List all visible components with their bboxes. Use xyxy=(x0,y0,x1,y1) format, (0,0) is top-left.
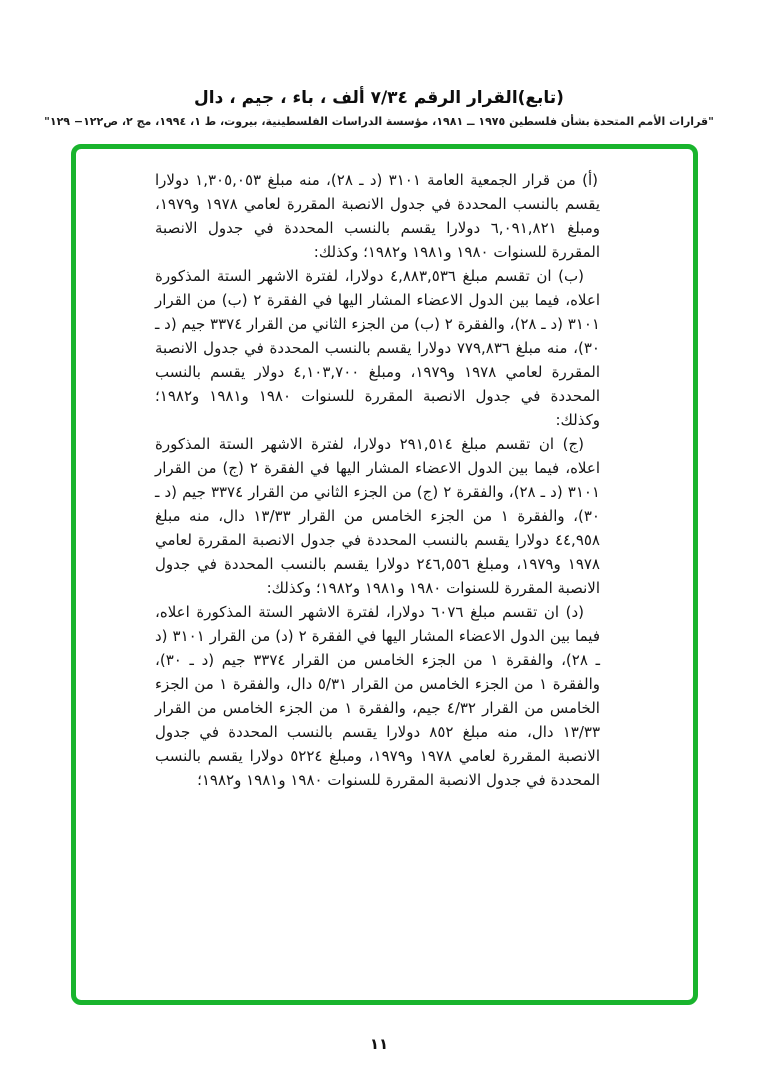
green-border-box xyxy=(71,144,698,1005)
source-citation: "قرارات الأمم المتحدة بشأن فلسطين ١٩٧٥ ــ ١٩٨١، مؤسسة الدراسات الفلسطينية، بيروت، ط ١، ١٩٩٤، مج ٢، ص١٢٢− ١٢٩" xyxy=(44,115,714,128)
paragraph-b: (ب) ان تقسم مبلغ ٤,٨٨٣,٥٣٦ دولارا، لفترة الاشهر الستة المذكورة اعلاه، فيما بين الدول الاعضاء المشار اليها في الفقرة ٢ (ب) من القرار ٣١٠١ (د ـ ٢٨)، والفقرة ٢ (ب) من الجزء الثاني من القرار ٣٣٧٤ جيم (د ـ ٣٠)، منه مبلغ ٧٧٩,٨٣٦ دولارا يقسم بالنسب المحددة في جدول الانصبة المقررة لعامي ١٩٧٨ و١٩٧٩، ومبلغ ٤,١٠٣,٧٠٠ دولار يقسم بالنسب المحددة في جدول الانصبة المقررة للسنوات ١٩٨٠ و١٩٨١ و١٩٨٢؛ وكذلك: xyxy=(155,267,601,429)
paragraph-d: (د) ان تقسم مبلغ ٦٠٧٦ دولارا، لفترة الاشهر الستة المذكورة اعلاه، فيما بين الدول الاعضاء المشار اليها في الفقرة ٢ (د) من القرار ٣١٠١ (د ـ ٢٨)، والفقرة ١ من الجزء الخامس من القرار ٣٣٧٤ جيم (د ـ ٣٠)، والفقرة ١ من الجزء الخامس من القرار ٥/٣١ دال، والفقرة ١ من الجزء الخامس من القرار ٤/٣٢ جيم، والفقرة ١ من الجزء الخامس من القرار ١٣/٣٣ دال، منه مبلغ ٨٥٢ دولارا يقسم بالنسب المحددة في جدول الانصبة المقررة لعامي ١٩٧٨ و١٩٧٩، ومبلغ ٥٢٢٤ دولارا يقسم بالنسب المحددة في جدول الانصبة المقررة للسنوات ١٩٨٠ و١٩٨١ و١٩٨٢؛ xyxy=(155,603,600,789)
page-number: ١١ xyxy=(369,1035,389,1053)
page-header xyxy=(0,86,758,129)
resolution-text-column xyxy=(155,168,600,792)
resolution-title: (تابع)القرار الرقم ٧/٣٤ ألف ، باء ، جيم ، دال xyxy=(194,88,564,108)
paragraph-c: (ج) ان تقسم مبلغ ٢٩١,٥١٤ دولارا، لفترة الاشهر الستة المذكورة اعلاه، فيما بين الدول الاعضاء المشار اليها في الفقرة ٢ (ج) من القرار ٣١٠١ (د ـ ٢٨)، والفقرة ٢ (ج) من الجزء الثاني من القرار ٣٣٧٤ جيم (د ـ ٣٠)، والفقرة ١ من الجزء الخامس من القرار ١٣/٣٣ دال، منه مبلغ ٤٤,٩٥٨ دولارا يقسم بالنسب المحددة في جدول الانصبة المقررة لعامي ١٩٧٨ و١٩٧٩، ومبلغ ٢٤٦,٥٥٦ دولارا يقسم بالنسب المحددة في جدول الانصبة المقررة للسنوات ١٩٨٠ و١٩٨١ و١٩٨٢؛ وكذلك: xyxy=(155,435,600,597)
paragraph-a: (أ) من قرار الجمعية العامة ٣١٠١ (د ـ ٢٨)، منه مبلغ ١,٣٠٥,٠٥٣ دولارا يقسم بالنسب المحددة في جدول الانصبة المقررة لعامي ١٩٧٨ و١٩٧٩، ومبلغ ٦,٠٩١,٨٢١ دولارا يقسم بالنسب المحددة في جدول الانصبة المقررة للسنوات ١٩٨٠ و١٩٨١ و١٩٨٢؛ وكذلك: xyxy=(155,171,601,261)
